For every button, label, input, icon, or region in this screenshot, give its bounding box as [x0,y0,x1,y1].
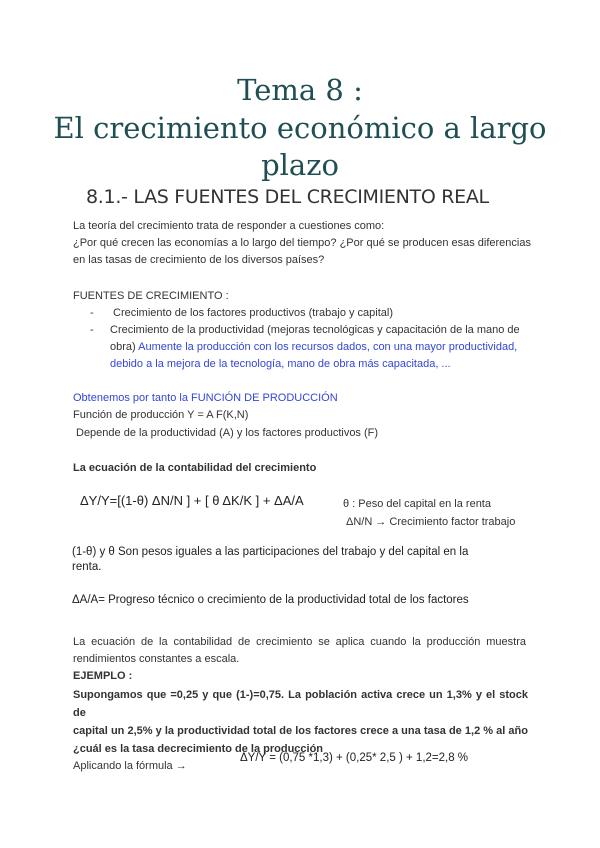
intro-line: en las tasas de crecimiento de los diversos países? [73,254,325,266]
list-item: - Crecimiento de la productividad (mejoras tecnológicas y capacitación de la mano de obra) Aumente la producción con los recursos dados, con una mayor productividad, debido a la mejora de la tecnología, mano de obra más capacitada, ... [90,322,540,373]
apply-label: Aplicando la fórmula → [73,760,187,772]
production-depends: Depende de la productividad (A) y los factores productivos (F) [76,427,379,439]
intro-line: La teoría del crecimiento trata de responder a cuestiones como: [73,220,385,232]
intro-line: ¿Por qué crecen las economías a lo largo del tiempo? ¿Por qué se producen esas diferencias [73,237,531,249]
section-heading: 8.1.- LAS FUENTES DEL CRECIMIENTO REAL [86,186,489,208]
page-title-line3: plazo [261,148,339,182]
example-text: Supongamos que =0,25 y que (1-)=0,75. La población activa crece un 1,3% y el stock de capital un 2,5% y la productividad total de los factores crece a una tasa de 1,2 % al año ¿cuál es la tasa decrecimiento de la producción [73,689,528,755]
example-label: EJEMPLO : [73,670,133,682]
page-title-line2: El crecimiento económico a largo [53,111,547,145]
highlight-text: Aumente la producción con los recursos dados, con una mayor productividad, [138,341,518,353]
sources-heading: FUENTES DE CRECIMIENTO : [73,290,229,302]
intro-paragraph [73,218,533,269]
sources-list [90,305,540,373]
labor-note: ΔN/N → Crecimiento factor trabajo [346,516,516,528]
theta-note: θ : Peso del capital en la renta [343,498,491,510]
page-title-line1: Tema 8 : [237,73,363,107]
production-function: Función de producción Y = A F(K,N) [73,409,249,421]
result-formula: ΔY/Y = (0,75 *1,3) + (0,25* 2,5 ) + 1,2=2,8 % [240,752,469,764]
weights-note: (1-θ) y θ Son pesos iguales a las participaciones del trabajo y del capital en la renta. [72,546,469,573]
production-function-heading: Obtenemos por tanto la FUNCIÓN DE PRODUCCIÓN [73,392,338,404]
accounting-heading: La ecuación de la contabilidad del crecimiento [73,462,317,474]
highlight-text: debido a la mejora de la tecnología, mano de obra más capacitada, ... [110,358,451,370]
application-paragraph: La ecuación de la contabilidad de crecimiento se aplica cuando la producción muestra rendimientos constantes a escala. [73,636,526,665]
list-item: - Crecimiento de los factores productivos (trabajo y capital) [90,305,540,322]
accounting-equation: ΔY/Y=[(1-θ) ΔN/N ] + [ θ ΔK/K ] + ΔA/A [80,493,304,508]
tech-progress-note: ΔA/A= Progreso técnico o crecimiento de la productividad total de los factores [72,594,469,606]
